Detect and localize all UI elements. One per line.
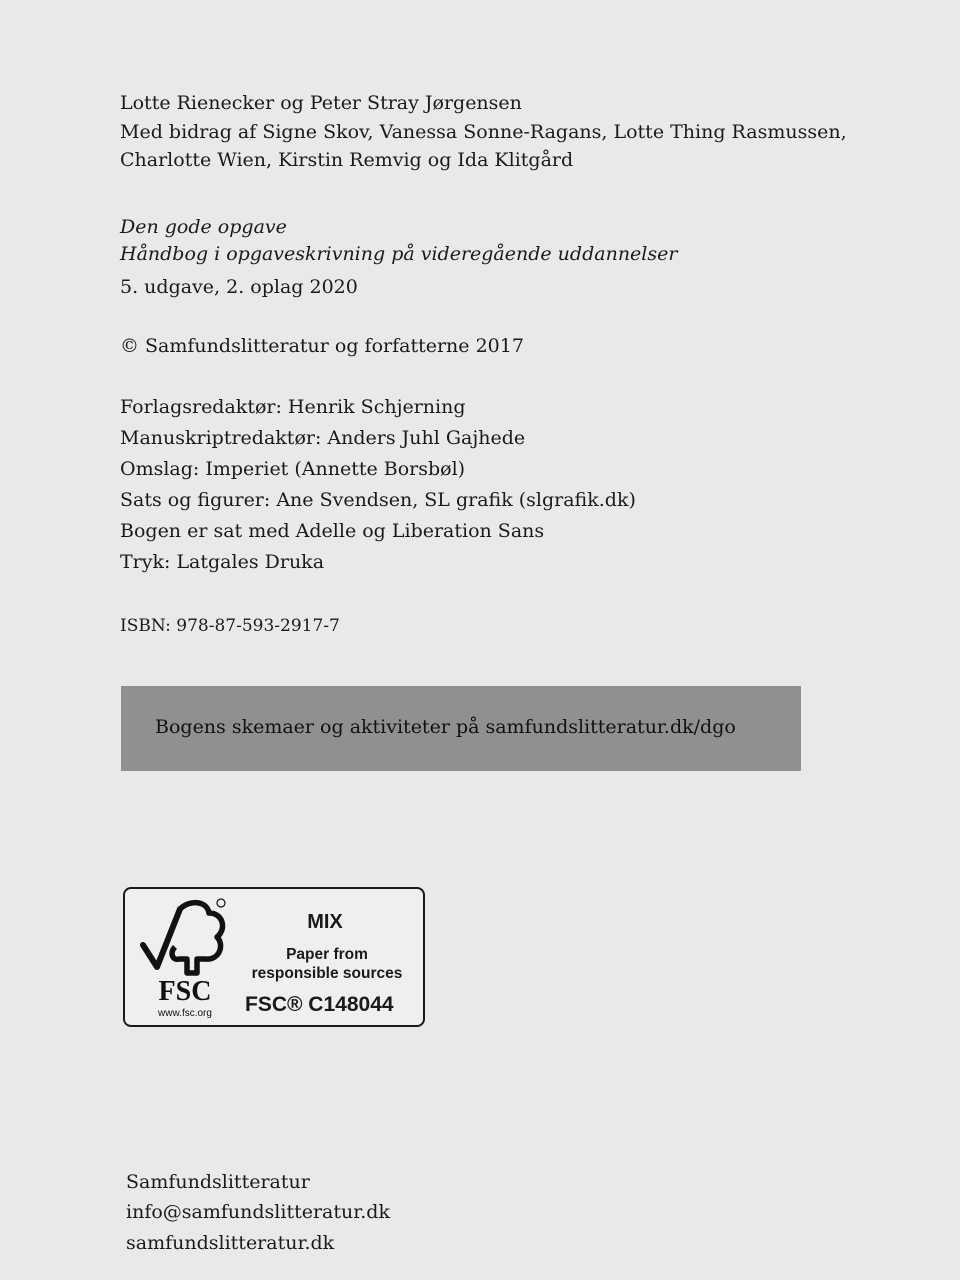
fsc-code: FSC® C148044 xyxy=(245,993,394,1016)
edition: 5. udgave, 2. oplag 2020 xyxy=(120,276,358,298)
fsc-paper-text xyxy=(237,945,417,983)
fsc-logo-text: FSC xyxy=(158,976,212,1007)
contributors-line: Charlotte Wien, Kirstin Remvig og Ida Klitgård xyxy=(120,149,574,171)
credit-line: Forlagsredaktør: Henrik Schjerning xyxy=(120,396,466,418)
resources-banner-text: Bogens skemaer og aktiviteter på samfundslitteratur.dk/dgo xyxy=(155,716,736,738)
contributors-line: Med bidrag af Signe Skov, Vanessa Sonne-Ragans, Lotte Thing Rasmussen, xyxy=(120,121,847,143)
publisher-website: samfundslitteratur.dk xyxy=(126,1232,335,1254)
fsc-paper-line: responsible sources xyxy=(251,965,403,982)
credit-line: Omslag: Imperiet (Annette Borsbøl) xyxy=(120,458,466,480)
isbn: ISBN: 978-87-593-2917-7 xyxy=(120,616,340,636)
authors-line: Lotte Rienecker og Peter Stray Jørgensen xyxy=(120,92,522,114)
book-subtitle: Håndbog i opgaveskrivning på videregående uddannelser xyxy=(120,243,678,265)
fsc-url: www.fsc.org xyxy=(158,1008,212,1019)
credit-line: Bogen er sat med Adelle og Liberation Sans xyxy=(120,520,545,542)
fsc-paper-line: Paper from xyxy=(286,946,368,963)
credit-line: Manuskriptredaktør: Anders Juhl Gajhede xyxy=(120,427,526,449)
fsc-label xyxy=(123,887,425,1027)
fsc-tree-logo-icon xyxy=(135,895,235,1020)
resources-banner xyxy=(121,686,801,771)
credit-line: Tryk: Latgales Druka xyxy=(120,551,325,573)
copyright: © Samfundslitteratur og forfatterne 2017 xyxy=(120,335,524,357)
publisher-email: info@samfundslitteratur.dk xyxy=(126,1201,390,1223)
credit-line: Sats og figurer: Ane Svendsen, SL grafik (slgrafik.dk) xyxy=(120,489,636,511)
publisher-name: Samfundslitteratur xyxy=(126,1171,310,1193)
fsc-mix: MIX xyxy=(307,911,343,933)
book-title: Den gode opgave xyxy=(120,216,287,238)
